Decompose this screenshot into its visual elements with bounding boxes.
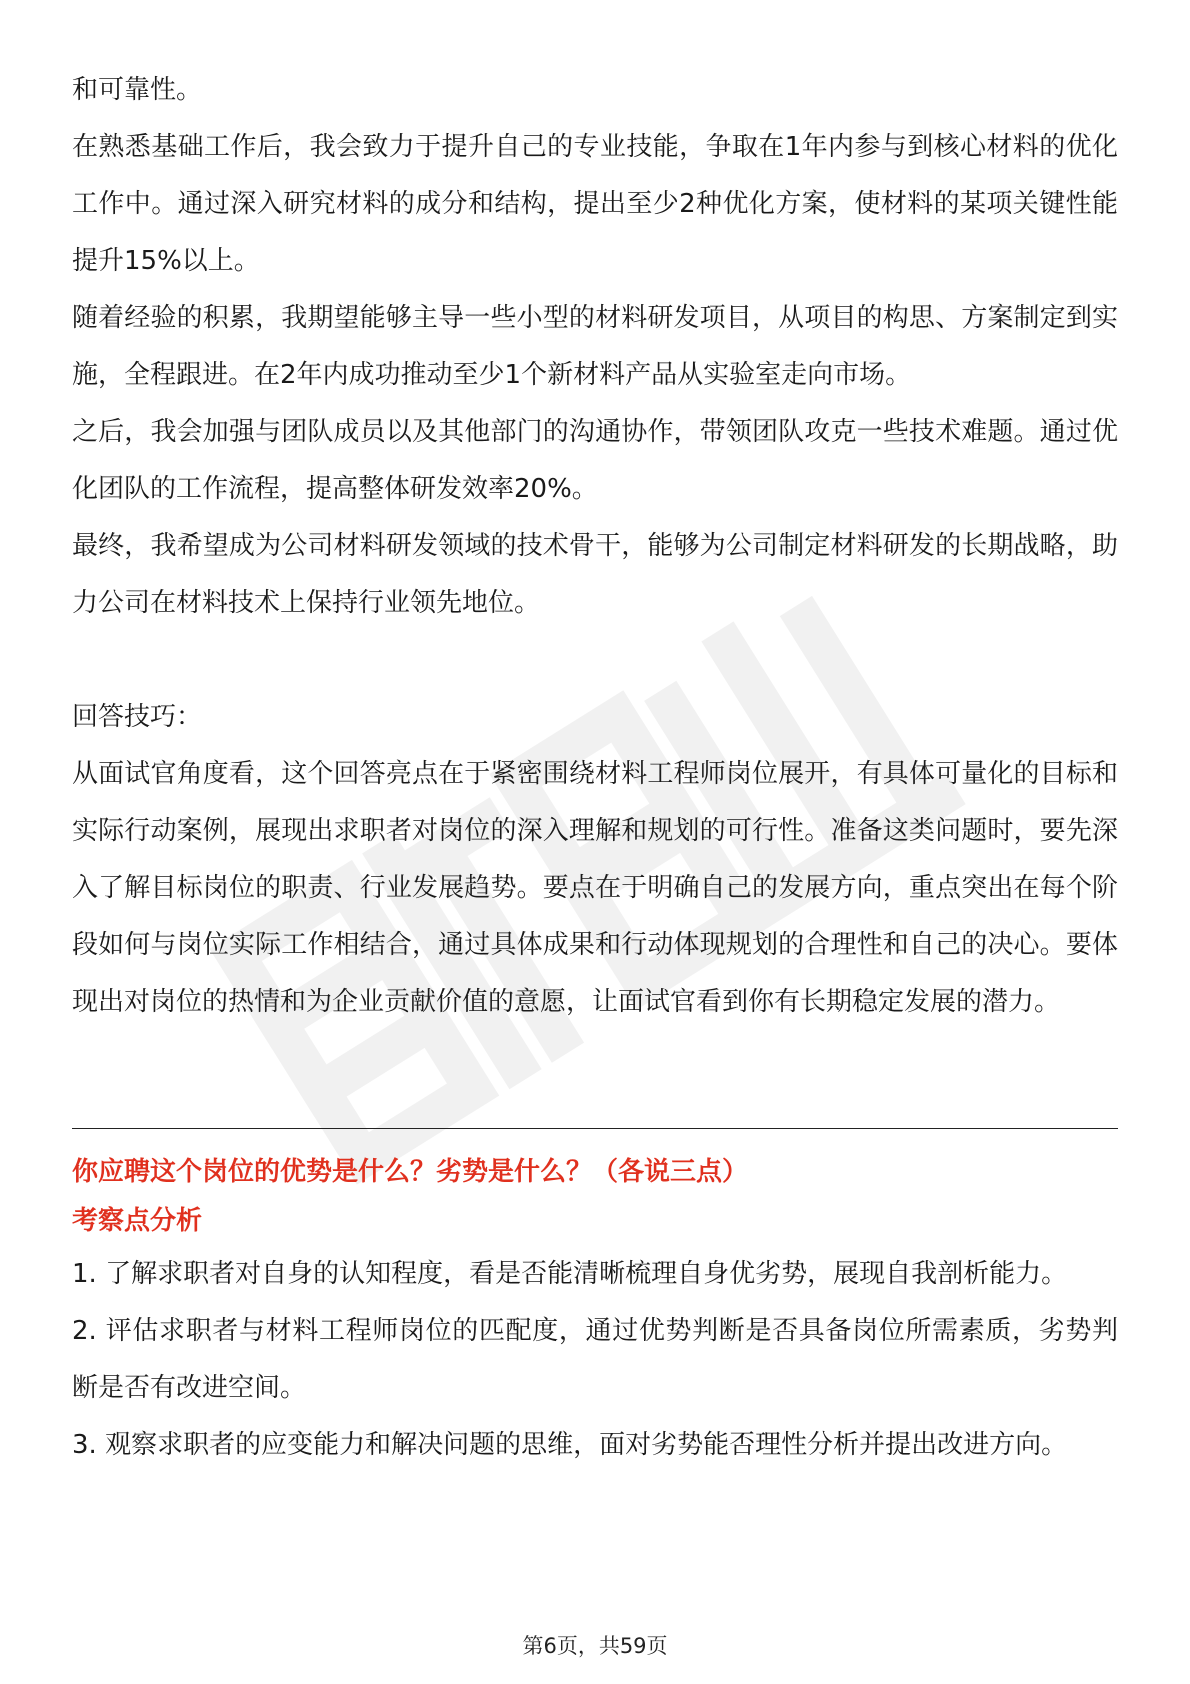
- tips-body: 从面试官角度看，这个回答亮点在于紧密围绕材料工程师岗位展开，有具体可量化的目标和实际行动案例，展现出求职者对岗位的深入理解和规划的可行性。准备这类问题时，要先深入了解目标岗位的职责、行业发展趋势。要点在于明确自己的发展方向，重点突出在每个阶段如何与岗位实际工作相结合，通过具体成果和行动体现规划的合理性和自己的决心。要体现出对岗位的热情和为企业贡献价值的意愿，让面试官看到你有长期稳定发展的潜力。: [72, 759, 1118, 1017]
- page-number: 第6页，共59页: [522, 1634, 668, 1658]
- analysis-heading: 考察点分析: [72, 1206, 203, 1236]
- next-question-section: [72, 1148, 1118, 1474]
- tips-label: 回答技巧：: [72, 702, 203, 732]
- question-title: 你应聘这个岗位的优势是什么？劣势是什么？（各说三点）: [72, 1157, 749, 1187]
- answer-paragraph: 随着经验的积累，我期望能够主导一些小型的材料研发项目，从项目的构思、方案制定到实施，全程跟进。在2年内成功推动至少1个新材料产品从实验室走向市场。: [72, 303, 1118, 390]
- spacer: [72, 632, 1118, 689]
- section-divider: [72, 1128, 1118, 1129]
- answer-paragraph: 和可靠性。: [72, 75, 203, 105]
- answer-paragraph: 在熟悉基础工作后，我会致力于提升自己的专业技能，争取在1年内参与到核心材料的优化工作中。通过深入研究材料的成分和结构，提出至少2种优化方案，使材料的某项关键性能提升15%以上。: [72, 132, 1118, 276]
- analysis-point: 3. 观察求职者的应变能力和解决问题的思维，面对劣势能否理性分析并提出改进方向。: [72, 1430, 1068, 1460]
- analysis-point: 2. 评估求职者与材料工程师岗位的匹配度，通过优势判断是否具备岗位所需素质，劣势判断是否有改进空间。: [72, 1316, 1118, 1403]
- answer-paragraph: 之后，我会加强与团队成员以及其他部门的沟通协作，带领团队攻克一些技术难题。通过优化团队的工作流程，提高整体研发效率20%。: [72, 417, 1118, 504]
- analysis-point: 1. 了解求职者对自身的认知程度，看是否能清晰梳理自身优劣势，展现自我剖析能力。: [72, 1259, 1068, 1289]
- answer-body: [72, 62, 1118, 1031]
- answer-paragraph: 最终，我希望成为公司材料研发领域的技术骨干，能够为公司制定材料研发的长期战略，助力公司在材料技术上保持行业领先地位。: [72, 531, 1118, 618]
